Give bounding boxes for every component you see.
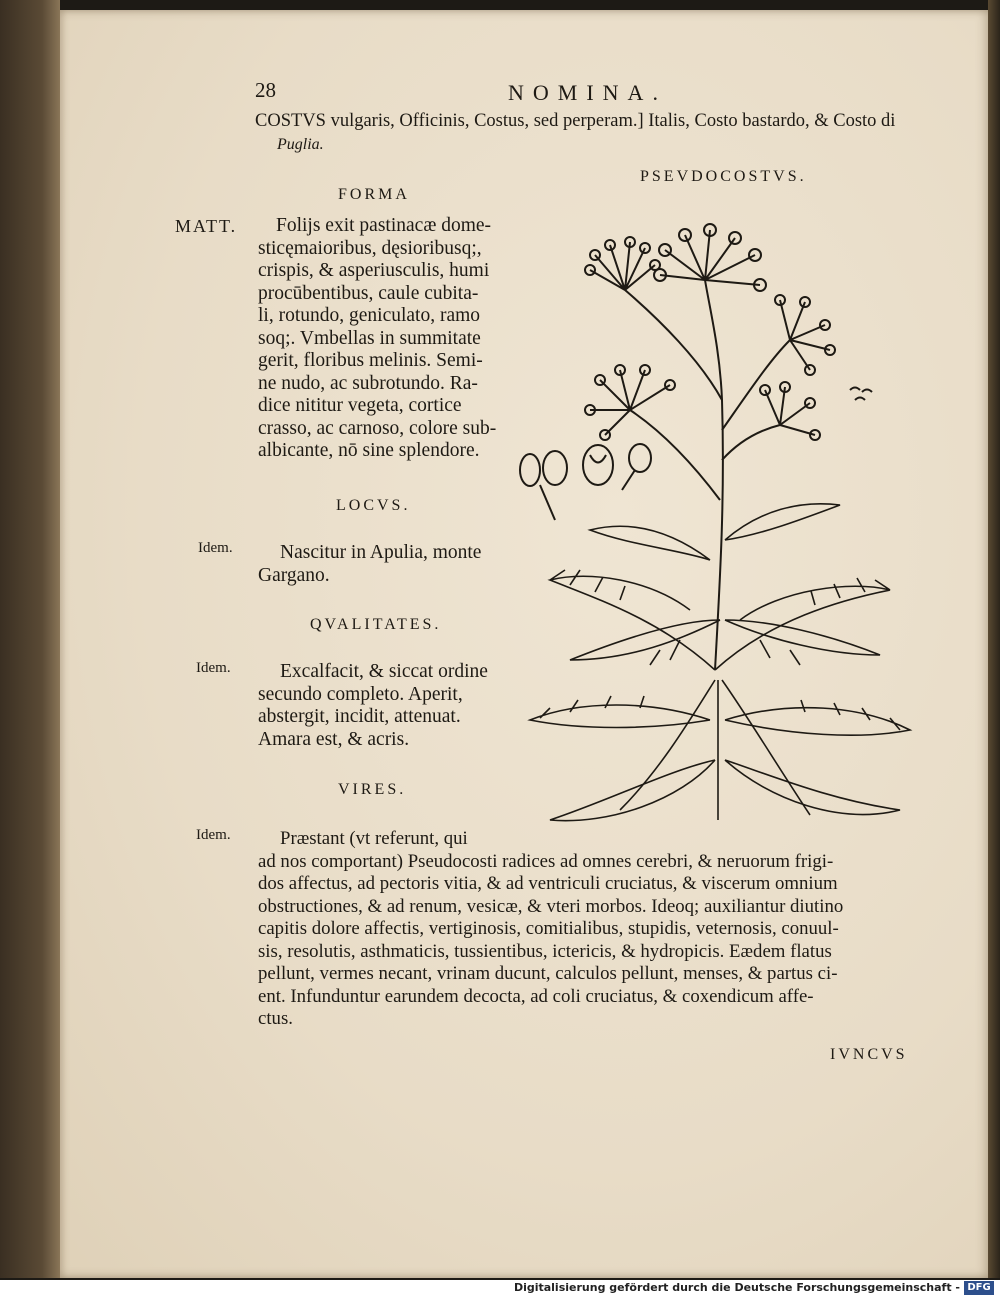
locus-text bbox=[258, 542, 518, 587]
forma-line: albicante, nō sine splendore. bbox=[258, 440, 480, 461]
vires-line: pellunt, vermes necant, vrinam ducunt, calculos pellunt, menses, & partus ci- bbox=[258, 963, 838, 984]
vires-text bbox=[258, 828, 938, 1031]
heading-qualitates: QVALITATES. bbox=[310, 616, 442, 633]
author-locus: Idem. bbox=[198, 540, 233, 556]
forma-line: sticęmaioribus, dęsioribusq;, bbox=[258, 237, 482, 259]
vires-line: ent. Infunduntur earundem decocta, ad coli cruciatus, & coxendicum affe- bbox=[258, 985, 814, 1007]
vires-line: ctus. bbox=[258, 1008, 293, 1029]
forma-line: soq;. Vmbellas in summitate bbox=[258, 327, 481, 349]
author-qualitates: Idem. bbox=[196, 660, 231, 676]
locus-line: Nascitur in Apulia, monte bbox=[280, 542, 482, 563]
forma-text bbox=[258, 215, 518, 463]
plate-caption: PSEVDOCOSTVS. bbox=[640, 168, 807, 185]
book-binding-edge bbox=[0, 0, 60, 1278]
locus-line: Gargano. bbox=[258, 564, 330, 586]
vires-line: dos affectus, ad pectoris vitia, & ad ventriculi cruciatus, & viscerum omnium bbox=[258, 873, 838, 894]
forma-line: crasso, ac carnoso, colore sub- bbox=[258, 417, 497, 439]
forma-line: ne nudo, ac subrotundo. Ra- bbox=[258, 372, 478, 394]
qualitates-line: Excalfacit, & siccat ordine bbox=[280, 661, 488, 682]
forma-line: crispis, & asperiusculis, humi bbox=[258, 260, 490, 281]
names-line-1: COSTVS vulgaris, Officinis, Costus, sed perperam.] Italis, Costo bastardo, & Costo di bbox=[255, 111, 896, 131]
vires-line: Præstant (vt referunt, qui bbox=[280, 828, 468, 849]
qualitates-text bbox=[258, 661, 518, 751]
names-line-2: Puglia. bbox=[277, 136, 324, 153]
vires-line: capitis dolore affectis, vertiginosis, comitialibus, stupidis, veternosis, conuul- bbox=[258, 918, 839, 939]
heading-locus: LOCVS. bbox=[336, 497, 411, 514]
qualitates-line: abstergit, incidit, attenuat. bbox=[258, 706, 461, 727]
pseudocostus-woodcut bbox=[510, 200, 930, 840]
forma-line: dice nititur vegeta, cortice bbox=[258, 395, 462, 416]
forma-line: gerit, floribus melinis. Semi- bbox=[258, 350, 483, 371]
book-right-edge bbox=[988, 0, 1000, 1278]
vires-line: obstructiones, & ad renum, vesicæ, & vteri morbos. Ideoq; auxiliantur diutino bbox=[258, 895, 844, 917]
heading-forma: FORMA bbox=[338, 186, 410, 203]
catchword: IVNCVS bbox=[830, 1046, 908, 1063]
heading-vires: VIRES. bbox=[338, 781, 407, 798]
digitization-credit: Digitalisierung gefördert durch die Deutsche Forschungsgemeinschaft - bbox=[513, 1281, 960, 1294]
author-matt: MATT. bbox=[175, 216, 238, 236]
running-head: NOMINA. bbox=[508, 80, 667, 105]
forma-line: procūbentibus, caule cubita- bbox=[258, 282, 479, 304]
vires-line: ad nos comportant) Pseudocosti radices ad omnes cerebri, & neruorum frigi- bbox=[258, 850, 834, 872]
vires-line: sis, resolutis, asthmaticis, tussientibus, ictericis, & hydropicis. Eædem flatus bbox=[258, 940, 832, 962]
qualitates-line: secundo completo. Aperit, bbox=[258, 683, 463, 705]
author-vires: Idem. bbox=[196, 827, 231, 843]
forma-line: Folijs exit pastinacæ dome- bbox=[276, 215, 492, 236]
dfg-logo: DFG bbox=[964, 1281, 994, 1295]
page-number: 28 bbox=[255, 78, 276, 102]
qualitates-line: Amara est, & acris. bbox=[258, 728, 410, 750]
forma-line: li, rotundo, geniculato, ramo bbox=[258, 305, 481, 326]
